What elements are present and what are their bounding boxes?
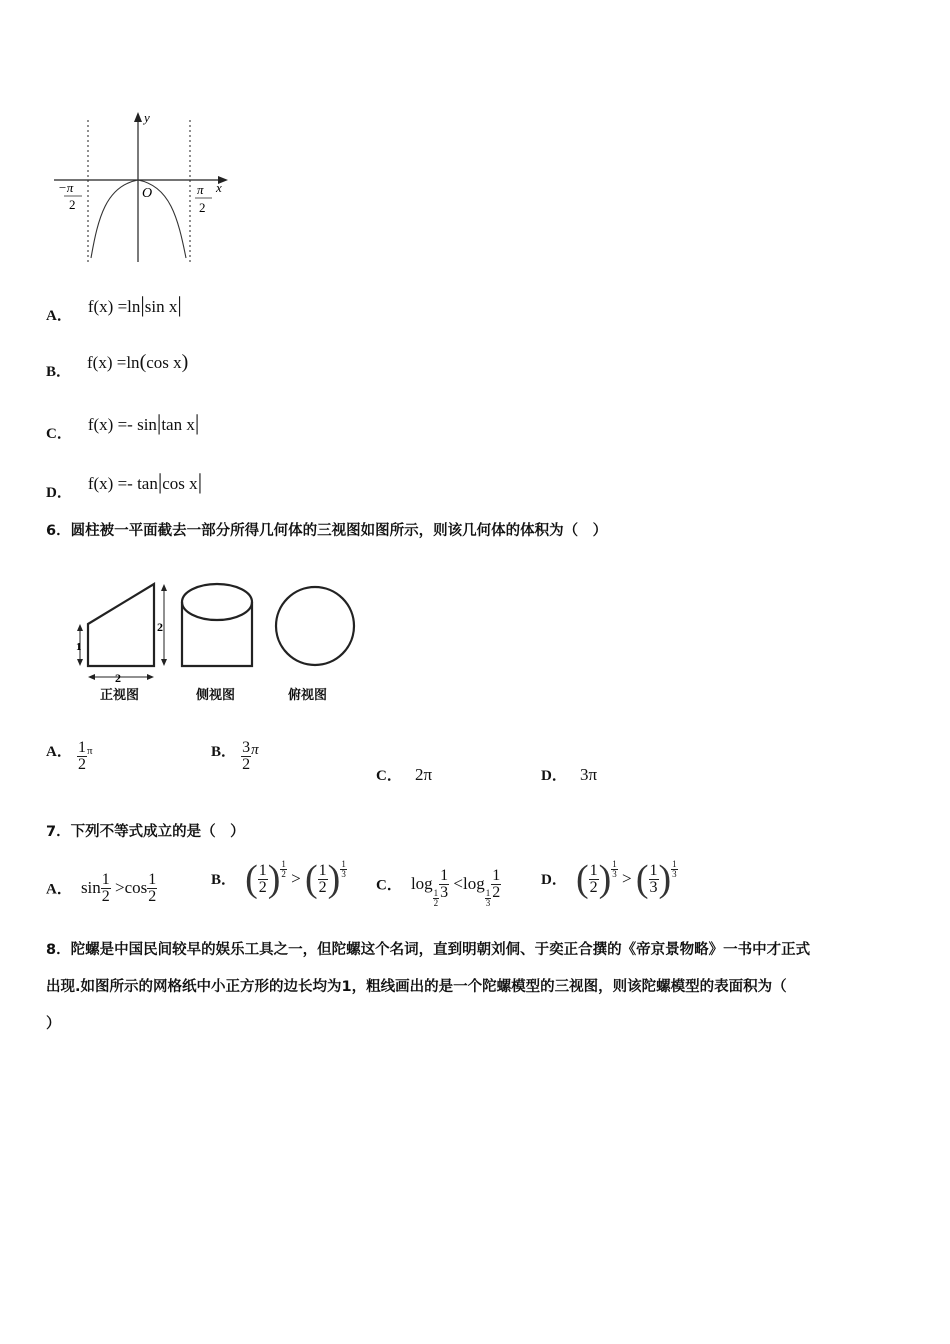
q7-option-b[interactable]: B． ( $\frac{1}{2}$ ) $\frac{1}{2}$ > ( $\frac{1}{2}$ ) $\frac{1}{3}$ bbox=[211, 858, 346, 900]
function-graph bbox=[50, 108, 240, 268]
q5-option-c[interactable]: C． f(x) =- sin|tan x| bbox=[46, 410, 200, 442]
dim-bottom: 2 bbox=[115, 671, 121, 685]
question-8-line-2: 出现.如图所示的网格纸中小正方形的边长均为1，粗线画出的是一个陀螺模型的三视图，则该陀螺模型的表面积为（ bbox=[46, 979, 787, 995]
front-view bbox=[88, 584, 154, 666]
neg-tick-denominator: 2 bbox=[69, 197, 76, 212]
question-8-line-1: 8．陀螺是中国民间较早的娱乐工具之一，但陀螺这个名词，直到明朝刘侗、于奕正合撰的《帝京景物略》一书中才正式 bbox=[46, 942, 811, 958]
q7-option-c[interactable]: C． log $\frac{1}{2}$ $\frac{1}{3}$ <log $\frac{1}{3}$ $\frac{1}{2}$ bbox=[376, 867, 501, 909]
y-axis-label: y bbox=[144, 110, 150, 125]
q5-option-a[interactable]: A． f(x) =ln|sin x| bbox=[46, 292, 182, 324]
q7-option-d[interactable]: D． ( $\frac{1}{2}$ ) $\frac{1}{3}$ > ( $\frac{1}{3}$ ) $\frac{1}{3}$ bbox=[541, 858, 677, 900]
q5-option-formula: f(x) =- tan|cos x| bbox=[87, 469, 203, 494]
q6-option-a[interactable]: A． $\frac{1}{2}$ $^\pi$ bbox=[46, 739, 93, 773]
front-view-label: 正视图 bbox=[100, 688, 140, 703]
q5-option-formula: f(x) =ln|sin x| bbox=[87, 292, 182, 317]
q5-option-d[interactable]: D． f(x) =- tan|cos x| bbox=[46, 469, 203, 501]
neg-tick-numerator: −π bbox=[58, 180, 74, 195]
top-view bbox=[276, 587, 354, 665]
pos-tick-denominator: 2 bbox=[199, 200, 206, 215]
dim-left: 1 bbox=[76, 641, 82, 653]
q6-option-b[interactable]: B． $\frac{3}{2}$ π bbox=[211, 739, 259, 773]
y-axis-arrow bbox=[134, 112, 142, 122]
side-view-label: 侧视图 bbox=[196, 688, 236, 703]
question-6-text: 6．圆柱被一平面截去一部分所得几何体的三视图如图所示，则该几何体的体积为（ ） bbox=[46, 523, 608, 539]
pos-tick-numerator: π bbox=[197, 182, 204, 197]
origin-label: O bbox=[142, 186, 153, 201]
question-8-line-3: ） bbox=[46, 1016, 61, 1032]
q7-option-a[interactable]: A． sin $\frac{1}{2}$ >cos $\frac{1}{2}$ bbox=[46, 871, 157, 905]
q6-option-c[interactable]: C． 2π bbox=[376, 765, 433, 784]
side-view bbox=[182, 602, 252, 666]
question-7-text: 7．下列不等式成立的是（ ） bbox=[46, 824, 245, 840]
top-view-label: 俯视图 bbox=[288, 688, 328, 703]
q6-option-d[interactable]: D． 3π bbox=[541, 765, 598, 784]
x-axis-label: x bbox=[216, 180, 222, 195]
q5-option-formula: f(x) =ln(cos x) bbox=[87, 351, 189, 373]
q5-option-formula: f(x) =- sin|tan x| bbox=[87, 410, 200, 435]
q5-option-b[interactable]: B． f(x) =ln(cos x) bbox=[46, 351, 189, 380]
dim-right: 2 bbox=[157, 620, 163, 634]
